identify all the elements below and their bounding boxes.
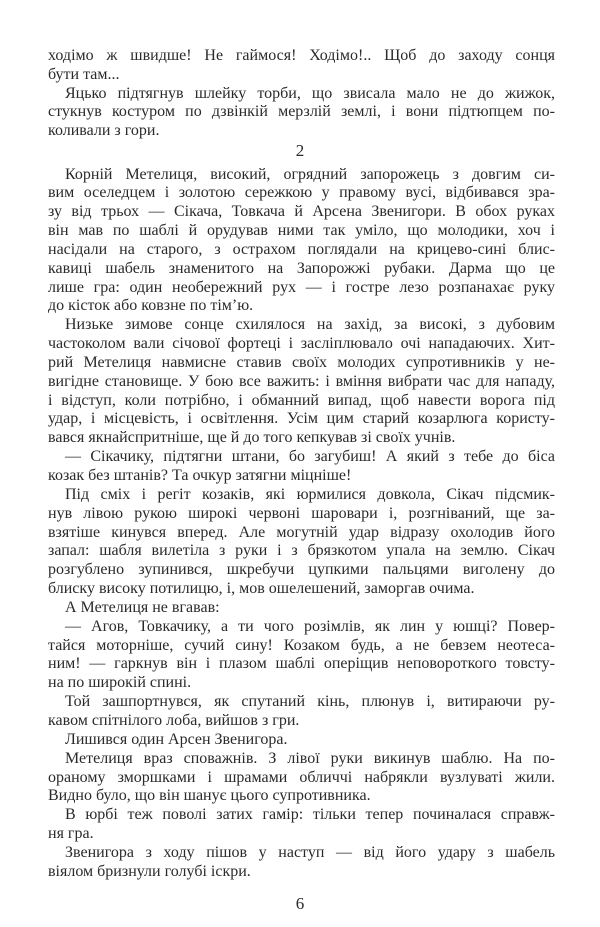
paragraph xyxy=(48,618,555,693)
text-line: А Метелиця не вгавав: xyxy=(65,598,220,616)
text-line: вигідне становище. У бою все важить: і вміння вибрати час для нападу, xyxy=(48,372,555,390)
paragraph xyxy=(48,806,555,844)
text-line: насідали на старого, з острахом поглядали на крицево-сині блис- xyxy=(48,240,555,258)
text-line: Звенигора з ходу пішов у наступ — від його удару з шабель xyxy=(65,843,555,861)
paragraph xyxy=(48,599,555,618)
text-line: Той зашпортнувся, як спутаний кінь, плюнув і, витираючи ру- xyxy=(65,693,555,711)
text-line: Яцько підтягнув шлейку торби, що звисала мало не до жижок, xyxy=(65,84,555,102)
text-line: ним! — гаркнув він і плазом шаблі оперіщив неповороткого товсту- xyxy=(48,655,555,673)
paragraph xyxy=(48,85,555,141)
text-line: В юрбі теж поволі затих гамір: тільки тепер починалася справж- xyxy=(65,806,555,824)
paragraph xyxy=(48,316,555,448)
text-line: до кісток або ковзне по тім’ю. xyxy=(48,297,254,315)
text-line: ня гра. xyxy=(48,825,94,843)
text-line: удар, і місцевість, і освітлення. Усім цим старий козарлюга користу- xyxy=(48,410,555,428)
text-line: — Агов, Товкачику, а ти чого розімлів, як лин у юшці? Повер- xyxy=(65,617,555,635)
text-line: стукнув костуром по дзвінкій мерзлій землі, і вони підтюпцем по- xyxy=(48,103,555,121)
text-line: частоколом вали січової фортеці і засліплювало очі нападаючих. Хит- xyxy=(48,335,555,353)
text-line: кавом спітнілого лоба, вийшов з гри. xyxy=(48,711,300,729)
text-line: розгублено зупинився, шкребучи цупкими пальцями виголену до xyxy=(48,561,555,579)
paragraph xyxy=(48,731,555,750)
text-line: блиску високу потилицю, і, мов ошелешений, заморгав очима. xyxy=(48,580,475,598)
paragraph xyxy=(48,486,555,599)
text-line: ходімо ж швидше! Не гаймося! Ходімо!.. Щоб до заходу сонця xyxy=(48,47,555,64)
paragraph xyxy=(48,750,555,807)
text-line: зу від трьох — Сікача, Товкача й Арсена Звенигори. В обох руках xyxy=(48,203,555,221)
text-line: козак без штанів? Та очкур затягни міцніше! xyxy=(48,467,352,484)
text-line: і відступ, коли потрібно, і обманний випад, щоб навести ворога під xyxy=(48,391,555,409)
text-line: Під сміх і регіт козаків, які юрмилися довкола, Сікач підсмик- xyxy=(65,485,555,503)
text-line: коливали з гори. xyxy=(48,122,160,140)
section-number: 2 xyxy=(295,141,305,160)
text-line: Лишився один Арсен Звенигора. xyxy=(65,730,288,748)
paragraph xyxy=(48,448,555,486)
body-text-block xyxy=(48,166,555,882)
text-line: — Сікачику, підтягни штани, бо загубиш! А який з тебе до біса xyxy=(65,448,555,466)
text-line: Корній Метелиця, високий, огрядний запорожець з довгим си- xyxy=(65,165,555,183)
text-line: віялом бризнули голубі іскри. xyxy=(48,862,251,880)
text-line: кавиці шабель знаменитого на Запорожжі рубаки. Дарма що це xyxy=(48,259,555,277)
text-line: вим оселедцем і золотою сережкою у правому вусі, відбивався зра- xyxy=(48,184,555,202)
text-line: бути там... xyxy=(48,65,120,83)
page-number: 6 xyxy=(295,894,305,913)
text-line: взятіше кинувся вперед. Але могутній удар відразу охолодив його xyxy=(48,523,555,541)
text-line: Низьке зимове сонце схилялося на захід, за високі, з дубовим xyxy=(65,316,555,334)
paragraph xyxy=(48,844,555,882)
paragraph xyxy=(48,693,555,731)
text-line: нув лівою рукою широкі червоні шаровари і, розгніваний, ще за- xyxy=(48,504,555,522)
paragraph xyxy=(48,47,555,85)
text-line: він мав по шаблі й орудував ними так уміло, що молодики, хоч і xyxy=(48,222,555,240)
text-line: на по широкій спині. xyxy=(48,674,192,692)
text-line: запал: шабля вилетіла з руки і з брязкотом упала на землю. Сікач xyxy=(48,542,555,560)
text-line: вався якнайспритніше, ще й до того кепкував зі своїх учнів. xyxy=(48,429,456,447)
text-line: Видно було, що він шанує цього супротивника. xyxy=(48,787,371,805)
text-line: тайся моторніше, сучий сину! Козаком будь, а не бевзем неотеса- xyxy=(48,636,555,654)
text-line: рий Метелиця навмисне ставив своїх молодих супротивників у не- xyxy=(48,353,555,371)
paragraph xyxy=(48,166,555,317)
top-text-block xyxy=(48,47,555,141)
text-line: Метелиця враз споважнів. З лівої руки викинув шаблю. На по- xyxy=(65,749,555,767)
text-line: ораному зморшками і шрамами обличчі набрякли вузлуваті жили. xyxy=(48,768,555,786)
text-line: лише гра: один необережний рух — і гостре лезо розпанахає руку xyxy=(48,278,555,296)
